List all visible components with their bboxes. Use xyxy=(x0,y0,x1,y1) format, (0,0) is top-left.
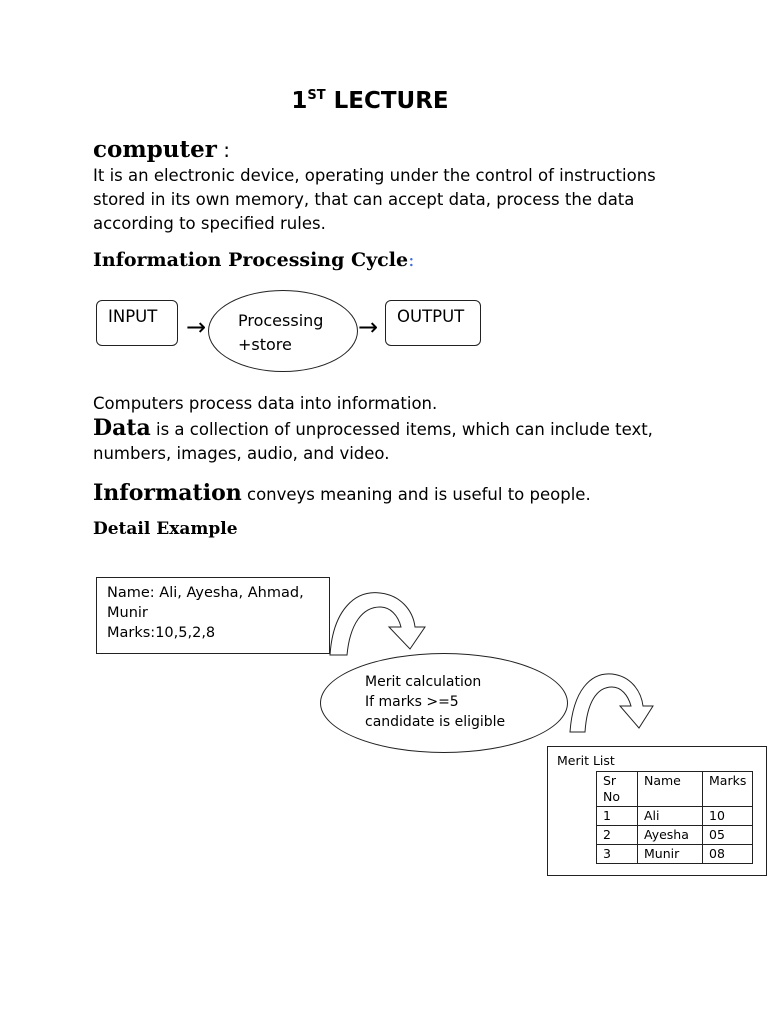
ipc-heading: Information Processing Cycle: xyxy=(93,249,415,271)
curved-arrow-icon xyxy=(325,585,430,657)
output-box: OUTPUT xyxy=(385,300,481,346)
merit-calc-line: candidate is eligible xyxy=(365,714,506,730)
column-header: Marks xyxy=(703,772,753,807)
computer-heading: computer : xyxy=(93,136,230,163)
table-row xyxy=(597,826,753,845)
input-marks-line: Marks:10,5,2,8 xyxy=(107,625,216,641)
data-term: Data xyxy=(93,415,151,441)
merit-list-table xyxy=(596,771,753,864)
store-label: +store xyxy=(238,335,292,354)
column-header: Name xyxy=(638,772,703,807)
process-sentence: Computers process data into information. xyxy=(93,394,438,413)
merit-calc-line: Merit calculation xyxy=(365,674,482,690)
input-box: INPUT xyxy=(96,300,178,346)
table-cell: Ali xyxy=(638,807,703,826)
merit-list-box xyxy=(547,746,767,876)
computer-definition-line: stored in its own memory, that can accept data, process the data xyxy=(93,190,635,209)
computer-definition-line: according to specified rules. xyxy=(93,214,326,233)
table-row xyxy=(597,807,753,826)
table-cell: Munir xyxy=(638,845,703,864)
column-header: Sr No xyxy=(597,772,638,807)
arrow-right-icon: → xyxy=(186,313,207,341)
processing-ellipse xyxy=(208,290,358,372)
table-cell: 2 xyxy=(597,826,638,845)
merit-calc-line: If marks >=5 xyxy=(365,694,459,710)
information-term: Information xyxy=(93,480,242,506)
data-definition: Data is a collection of unprocessed items, which can include text, numbers, images, audio, and video. xyxy=(93,415,653,463)
table-header-row xyxy=(597,772,753,807)
table-cell: 10 xyxy=(703,807,753,826)
input-names-line: Name: Ali, Ayesha, Ahmad, xyxy=(107,585,304,601)
table-row xyxy=(597,845,753,864)
merit-calculation-ellipse xyxy=(320,653,568,753)
table-cell: Ayesha xyxy=(638,826,703,845)
table-cell: 05 xyxy=(703,826,753,845)
merit-list-title: Merit List xyxy=(557,753,615,768)
table-cell: 08 xyxy=(703,845,753,864)
table-cell: 3 xyxy=(597,845,638,864)
arrow-right-icon: → xyxy=(358,313,379,341)
page-title: 1ST LECTURE xyxy=(291,88,449,114)
curved-arrow-icon xyxy=(566,668,658,734)
computer-definition-line: It is an electronic device, operating under the control of instructions xyxy=(93,166,656,185)
input-data-box xyxy=(96,577,330,654)
input-names-line: Munir xyxy=(107,605,148,621)
processing-label: Processing xyxy=(238,311,324,330)
table-cell: 1 xyxy=(597,807,638,826)
information-definition: Information conveys meaning and is useful to people. xyxy=(93,480,591,506)
detail-heading: Detail Example xyxy=(93,519,238,539)
computer-definition xyxy=(93,164,693,236)
